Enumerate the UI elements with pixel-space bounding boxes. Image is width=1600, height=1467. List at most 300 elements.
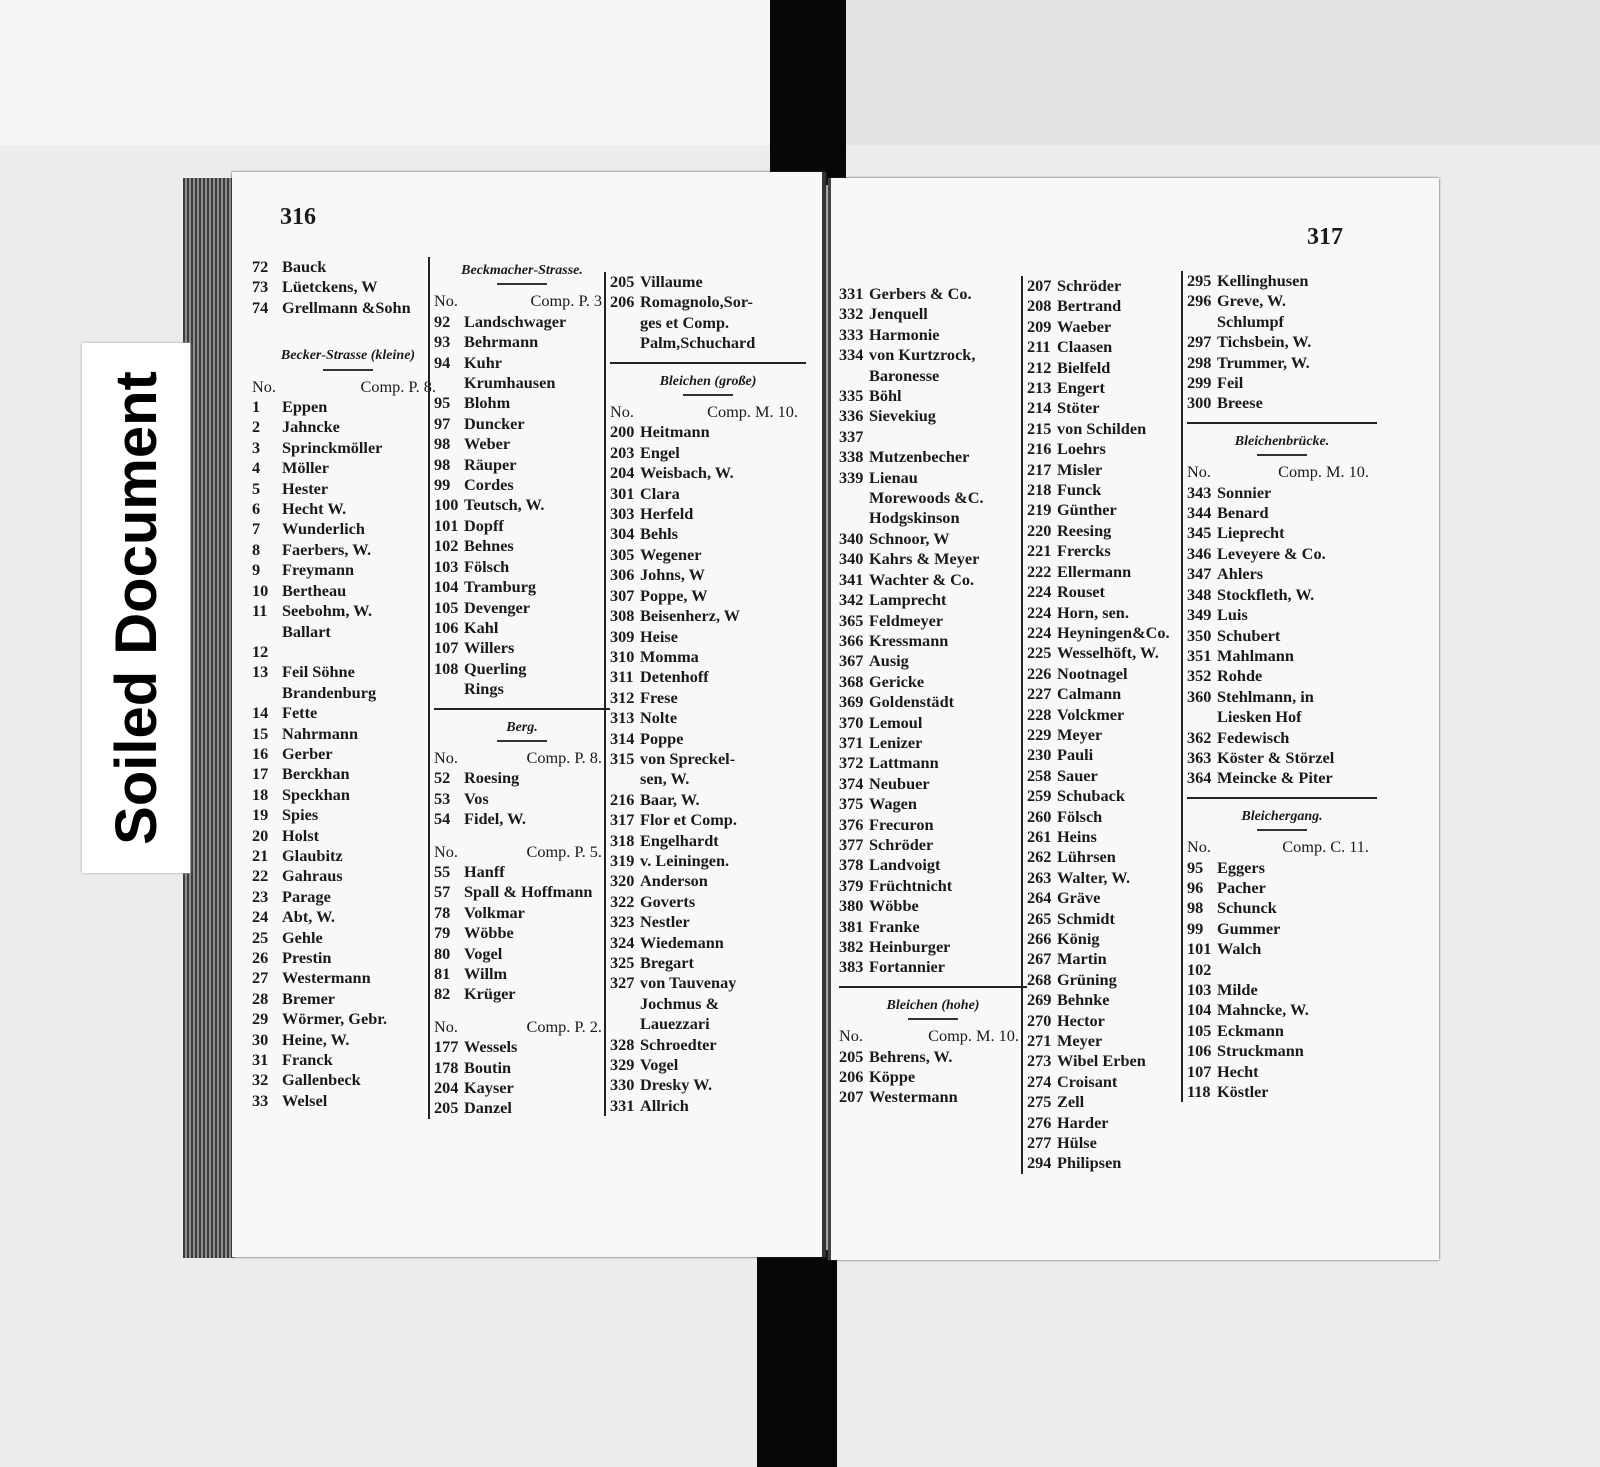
list-item xyxy=(252,826,444,846)
comp-code: Comp. P. 5. xyxy=(526,841,602,861)
entry-name: Reesing xyxy=(1057,520,1112,540)
list-item xyxy=(252,703,444,723)
list-item xyxy=(1187,544,1377,564)
entry-name: Villaume xyxy=(640,272,703,291)
entry-number: 370 xyxy=(839,712,864,732)
entry-name: Welsel xyxy=(282,1090,328,1110)
entry-name: Räuper xyxy=(464,454,517,474)
entry-name: Vos xyxy=(464,788,489,808)
list-item xyxy=(1187,353,1377,373)
list-item xyxy=(434,809,610,829)
left-col-2 xyxy=(428,257,610,1119)
entry-name: Johns, W xyxy=(640,565,705,585)
entry-name: Gahraus xyxy=(282,866,343,886)
entry-number: 27 xyxy=(252,968,269,988)
entry-number: 338 xyxy=(839,447,864,467)
comp-no-label: No. xyxy=(434,1016,458,1036)
entry-number: 322 xyxy=(610,891,635,911)
list-item xyxy=(434,536,610,556)
entry-number: 340 xyxy=(839,549,864,569)
entry-number: 16 xyxy=(252,743,269,763)
comp-no-label: No. xyxy=(434,291,458,311)
entry-name: Eppen xyxy=(282,397,328,417)
entry-name: Sauer xyxy=(1057,765,1098,785)
entry-number: 103 xyxy=(434,556,459,576)
entry-name: Bertheau xyxy=(282,580,347,600)
entry-number: 225 xyxy=(1027,643,1052,663)
entry-number: 308 xyxy=(610,606,635,626)
list-item xyxy=(839,957,1027,977)
list-item xyxy=(1187,503,1377,523)
list-item xyxy=(610,933,806,953)
entry-name: Frecuron xyxy=(869,814,934,834)
entry-name: Fidel, W. xyxy=(464,809,526,829)
comp-code: Comp. M. 10. xyxy=(707,402,798,422)
entry-number: 81 xyxy=(434,964,451,983)
comp-code: Comp. P. 8. xyxy=(360,376,436,396)
list-item xyxy=(610,892,806,912)
entry-name: Loehrs xyxy=(1057,439,1106,459)
entry-name: Misler xyxy=(1057,459,1103,479)
list-item xyxy=(610,484,806,504)
entry-number: 342 xyxy=(839,590,864,610)
list-item xyxy=(1027,725,1189,745)
list-item xyxy=(839,325,1027,345)
entry-name: Lemoul xyxy=(869,712,923,732)
list-item xyxy=(434,516,610,536)
entry-name: Meyer xyxy=(1057,724,1103,744)
list-item xyxy=(839,406,1027,426)
list-item xyxy=(434,1098,610,1118)
entry-number: 107 xyxy=(1187,1061,1212,1081)
list-item xyxy=(839,692,1027,712)
company-header xyxy=(434,842,610,862)
entry-name: Neubuer xyxy=(869,773,930,793)
list-item xyxy=(610,524,806,544)
list-item xyxy=(839,774,1027,794)
list-item xyxy=(839,386,1027,406)
list-item xyxy=(1187,980,1377,1000)
entry-name: Liesken Hof xyxy=(1217,707,1302,727)
list-item xyxy=(610,1075,806,1095)
list-item xyxy=(839,631,1027,651)
entry-name: Willm xyxy=(464,964,508,983)
entry-number: 262 xyxy=(1027,847,1052,867)
entry-number: 6 xyxy=(252,499,261,519)
entry-number: 9 xyxy=(252,560,261,580)
list-item xyxy=(839,855,1027,875)
entry-number: 29 xyxy=(252,1009,269,1029)
entry-name: Schroedter xyxy=(640,1034,717,1054)
list-item xyxy=(1187,626,1377,646)
entry-name: Detenhoff xyxy=(640,667,709,687)
entry-number: 318 xyxy=(610,830,635,850)
list-item xyxy=(1027,847,1189,867)
entry-number: 17 xyxy=(252,764,269,784)
entry-name: Sprinckmöller xyxy=(282,437,383,457)
entry-number: 14 xyxy=(252,703,269,723)
entry-name: Wibel Erben xyxy=(1057,1051,1146,1071)
entry-number: 104 xyxy=(1187,1000,1212,1020)
list-item xyxy=(610,586,806,606)
entry-name: Engert xyxy=(1057,378,1105,398)
entry-name: Hester xyxy=(282,478,329,498)
entry-number xyxy=(252,622,282,642)
entry-name: Seebohm, W. xyxy=(282,601,373,621)
entry-number: 32 xyxy=(252,1070,269,1090)
entry-name: Engel xyxy=(640,442,680,462)
list-item xyxy=(252,1070,444,1090)
entry-number: 335 xyxy=(839,386,864,406)
entry-name: Prestin xyxy=(282,948,332,967)
page-number-left: 316 xyxy=(280,204,316,230)
entry-name: Wiedemann xyxy=(640,932,724,952)
list-item xyxy=(252,928,444,948)
entry-name: Lührsen xyxy=(1057,847,1116,867)
entry-name: Philipsen xyxy=(1057,1153,1122,1173)
list-item xyxy=(252,519,444,539)
entry-number: 11 xyxy=(252,601,268,621)
entry-name: Goverts xyxy=(640,891,696,911)
list-item xyxy=(839,570,1027,590)
entry-number: 268 xyxy=(1027,969,1052,989)
entry-name: Grüning xyxy=(1057,969,1117,989)
entry-name: Vogel xyxy=(640,1055,679,1075)
entry-number: 79 xyxy=(434,923,451,943)
entry-number: 20 xyxy=(252,825,269,845)
entry-number: 352 xyxy=(1187,666,1212,686)
entry-name: Meyer xyxy=(1057,1031,1103,1051)
entry-name: Lieprecht xyxy=(1217,523,1285,543)
list-item xyxy=(610,810,806,830)
right-page xyxy=(828,178,1439,1260)
list-item xyxy=(434,1058,610,1078)
entry-number: 94 xyxy=(434,352,451,372)
section-gap xyxy=(252,318,444,330)
entry-name: Abt, W. xyxy=(282,907,335,927)
list-item xyxy=(1027,439,1189,459)
entry-name: Benard xyxy=(1217,503,1269,523)
entry-name: Gummer xyxy=(1217,918,1281,938)
entry-name: Heyningen&Co. xyxy=(1057,622,1170,642)
list-item xyxy=(1027,745,1189,765)
entry-name: Lenizer xyxy=(869,732,923,752)
entry-number: 118 xyxy=(1187,1082,1211,1102)
list-item xyxy=(434,353,610,373)
entry-number: 377 xyxy=(839,834,864,854)
entry-name: Wöbbe xyxy=(869,896,919,916)
entry-number: 333 xyxy=(839,324,864,344)
entry-name: Morewoods &C. xyxy=(869,488,984,508)
list-item xyxy=(252,805,444,825)
list-item xyxy=(839,917,1027,937)
entry-number: 315 xyxy=(610,748,635,768)
entry-name: Kuhr xyxy=(464,352,503,372)
entry-number: 207 xyxy=(1027,276,1052,295)
list-item xyxy=(1027,868,1189,888)
entry-name: sen, W. xyxy=(640,769,690,789)
entry-number: 325 xyxy=(610,953,635,972)
entry-number: 213 xyxy=(1027,378,1052,398)
list-item xyxy=(839,835,1027,855)
entry-name: Bielfeld xyxy=(1057,357,1111,377)
entry-name: Wunderlich xyxy=(282,519,365,539)
entry-name: Mutzenbecher xyxy=(869,447,970,467)
entry-name: Kressmann xyxy=(869,630,949,650)
list-item xyxy=(252,948,444,968)
entry-number: 363 xyxy=(1187,747,1212,767)
entry-name: Krumhausen xyxy=(464,373,556,393)
entry-name: Jahncke xyxy=(282,417,340,437)
list-item xyxy=(1027,541,1189,561)
entry-name: Behnke xyxy=(1057,990,1110,1010)
list-item xyxy=(252,866,444,886)
entry-name: Nootnagel xyxy=(1057,663,1128,683)
entry-name: Stöter xyxy=(1057,398,1100,418)
entry-name: Bremer xyxy=(282,988,336,1008)
entry-name: Köster & Störzel xyxy=(1217,747,1335,767)
entry-name: Cordes xyxy=(464,475,514,495)
entry-number: 332 xyxy=(839,304,864,324)
entry-name: Frercks xyxy=(1057,541,1111,561)
binding-bar-top xyxy=(770,0,846,185)
entry-number: 362 xyxy=(1187,727,1212,747)
list-item xyxy=(839,1047,1027,1067)
entry-number: 103 xyxy=(1187,980,1212,999)
list-item xyxy=(610,647,806,667)
entry-name: Kahl xyxy=(464,617,499,637)
entry-number: 228 xyxy=(1027,704,1052,724)
section-rule xyxy=(610,362,806,364)
entry-name: Gerber xyxy=(282,743,333,763)
entry-number: 266 xyxy=(1027,929,1052,948)
list-item xyxy=(610,708,806,728)
entry-name: Engelhardt xyxy=(640,830,719,850)
list-item xyxy=(839,549,1027,569)
list-item xyxy=(1027,888,1189,908)
entry-number: 95 xyxy=(1187,857,1204,877)
list-item xyxy=(252,438,444,458)
entry-number: 215 xyxy=(1027,418,1052,438)
entry-name: Behls xyxy=(640,524,679,544)
entry-number: 344 xyxy=(1187,503,1212,523)
entry-number xyxy=(610,333,640,353)
entry-number: 54 xyxy=(434,809,451,829)
comp-no-label: No. xyxy=(839,1026,863,1046)
list-item xyxy=(839,304,1027,324)
list-item xyxy=(252,417,444,437)
company-header xyxy=(839,1026,1027,1046)
entry-name: Gräve xyxy=(1057,888,1101,908)
entry-name: Kayser xyxy=(464,1078,514,1098)
list-item xyxy=(839,815,1027,835)
list-item xyxy=(434,393,610,413)
list-item xyxy=(610,272,806,292)
entry-name: Greve, W. xyxy=(1217,291,1286,311)
entry-number: 92 xyxy=(434,311,451,331)
list-item xyxy=(1027,1113,1189,1133)
list-item xyxy=(610,973,806,993)
entry-name: Walch xyxy=(1217,939,1262,959)
entry-name: Gehle xyxy=(282,927,323,947)
entry-number: 271 xyxy=(1027,1031,1052,1051)
entry-name: Baronesse xyxy=(869,365,940,385)
entry-number: 178 xyxy=(434,1057,459,1077)
list-item xyxy=(1187,858,1377,878)
list-item xyxy=(610,871,806,891)
section-gap xyxy=(434,1005,610,1017)
entry-name: Funck xyxy=(1057,480,1102,500)
entry-number: 366 xyxy=(839,630,864,650)
entry-number: 224 xyxy=(1027,622,1052,642)
list-item xyxy=(1027,358,1189,378)
section-rule xyxy=(434,708,610,710)
entry-number: 101 xyxy=(1187,939,1212,959)
entry-name: Wöbbe xyxy=(464,923,514,943)
comp-code: Comp. M. 10. xyxy=(1278,462,1369,482)
entry-name: Franke xyxy=(869,916,920,936)
list-item xyxy=(839,1067,1027,1087)
entry-number: 331 xyxy=(839,284,864,303)
list-item xyxy=(252,277,444,297)
entry-name: Grellmann &Sohn xyxy=(282,297,411,317)
list-item xyxy=(1187,666,1377,686)
entry-number: 205 xyxy=(839,1046,864,1066)
entry-number: 365 xyxy=(839,610,864,630)
entry-number: 269 xyxy=(1027,990,1052,1010)
entry-number: 375 xyxy=(839,794,864,814)
entry-number: 224 xyxy=(1027,602,1052,622)
entry-name: Sonnier xyxy=(1217,482,1272,502)
list-item xyxy=(839,468,1027,488)
entry-name: Horn, sen. xyxy=(1057,602,1129,622)
comp-no-label: No. xyxy=(1187,462,1211,482)
list-item xyxy=(839,529,1027,549)
entry-number: 102 xyxy=(1187,959,1212,979)
entry-number: 96 xyxy=(1187,877,1204,897)
list-item xyxy=(252,642,444,662)
entry-number: 230 xyxy=(1027,745,1052,765)
entry-name: Lauezzari xyxy=(640,1014,710,1034)
list-item xyxy=(1187,1082,1377,1102)
list-item xyxy=(610,749,806,769)
list-item xyxy=(434,475,610,495)
list-item xyxy=(839,672,1027,692)
entry-name: Nahrmann xyxy=(282,723,358,743)
entry-number: 206 xyxy=(839,1067,864,1087)
entry-number: 295 xyxy=(1187,271,1212,290)
list-item xyxy=(839,733,1027,753)
entry-number: 30 xyxy=(252,1029,269,1049)
list-item xyxy=(252,846,444,866)
entry-name: Volkmar xyxy=(464,902,525,922)
entry-number: 380 xyxy=(839,896,864,916)
entry-number: 214 xyxy=(1027,398,1052,418)
entry-name: Fortannier xyxy=(869,957,945,977)
list-item xyxy=(1027,664,1189,684)
entry-name: Beisenherz, W xyxy=(640,606,741,626)
entry-name: Struckmann xyxy=(1217,1041,1304,1061)
entry-name: Hecht xyxy=(1217,1061,1259,1081)
entry-number: 53 xyxy=(434,788,451,808)
entry-name: Spies xyxy=(282,805,319,825)
comp-no-label: No. xyxy=(610,402,634,422)
street-heading: Becker-Strasse (kleine) xyxy=(280,348,416,364)
list-item xyxy=(1187,291,1377,311)
entry-name: Trummer, W. xyxy=(1217,352,1310,372)
list-item xyxy=(839,1087,1027,1107)
entry-name: Mahlmann xyxy=(1217,645,1294,665)
heading-dash xyxy=(683,394,733,396)
list-item xyxy=(1027,562,1189,582)
entry-number: 368 xyxy=(839,671,864,691)
entry-name: Schubert xyxy=(1217,625,1281,645)
entry-name: Eggers xyxy=(1217,857,1265,877)
entry-number: 263 xyxy=(1027,867,1052,887)
entry-name: Heins xyxy=(1057,826,1097,846)
list-item xyxy=(610,831,806,851)
list-item xyxy=(434,557,610,577)
entry-name: Faerbers, W. xyxy=(282,539,372,559)
entry-name: Zell xyxy=(1057,1092,1085,1112)
list-item xyxy=(434,789,610,809)
list-item xyxy=(1027,949,1189,969)
entry-number: 313 xyxy=(610,708,635,728)
list-item xyxy=(434,577,610,597)
entry-name: Danzel xyxy=(464,1098,512,1118)
entry-number: 317 xyxy=(610,810,635,830)
label-text: Soiled Document xyxy=(103,371,169,845)
entry-number: 311 xyxy=(610,667,634,687)
list-item xyxy=(434,332,610,352)
entry-number: 334 xyxy=(839,345,864,365)
list-item xyxy=(434,984,610,1004)
entry-number: 260 xyxy=(1027,806,1052,826)
list-item xyxy=(1187,1041,1377,1061)
entry-name: Wagen xyxy=(869,794,917,814)
entry-number: 314 xyxy=(610,728,635,748)
entry-name: Schlumpf xyxy=(1217,311,1284,331)
entry-name: von Spreckel- xyxy=(640,748,736,768)
entry-name: ges et Comp. xyxy=(640,312,730,332)
entry-name: Franck xyxy=(282,1050,333,1070)
entry-name: Anderson xyxy=(640,871,708,891)
entry-name: Dresky W. xyxy=(640,1075,713,1095)
entry-number: 105 xyxy=(434,597,459,617)
entry-number: 382 xyxy=(839,937,864,956)
list-item xyxy=(1187,523,1377,543)
entry-number: 339 xyxy=(839,467,864,487)
entry-number: 364 xyxy=(1187,768,1212,788)
entry-number: 95 xyxy=(434,393,451,413)
left-page xyxy=(232,172,826,1257)
entry-number: 102 xyxy=(434,536,459,556)
entry-number: 5 xyxy=(252,478,261,498)
list-item xyxy=(610,292,806,312)
entry-name: Heise xyxy=(640,626,678,646)
list-item xyxy=(1187,564,1377,584)
entry-number: 372 xyxy=(839,753,864,773)
entry-number: 217 xyxy=(1027,459,1052,479)
entry-name: Teutsch, W. xyxy=(464,495,545,515)
list-item xyxy=(434,495,610,515)
entry-name: Wessels xyxy=(464,1037,518,1057)
entry-number: 2 xyxy=(252,417,261,437)
list-item xyxy=(839,447,1027,467)
list-item xyxy=(839,794,1027,814)
entry-name: Fette xyxy=(282,703,318,723)
list-item xyxy=(1027,643,1189,663)
